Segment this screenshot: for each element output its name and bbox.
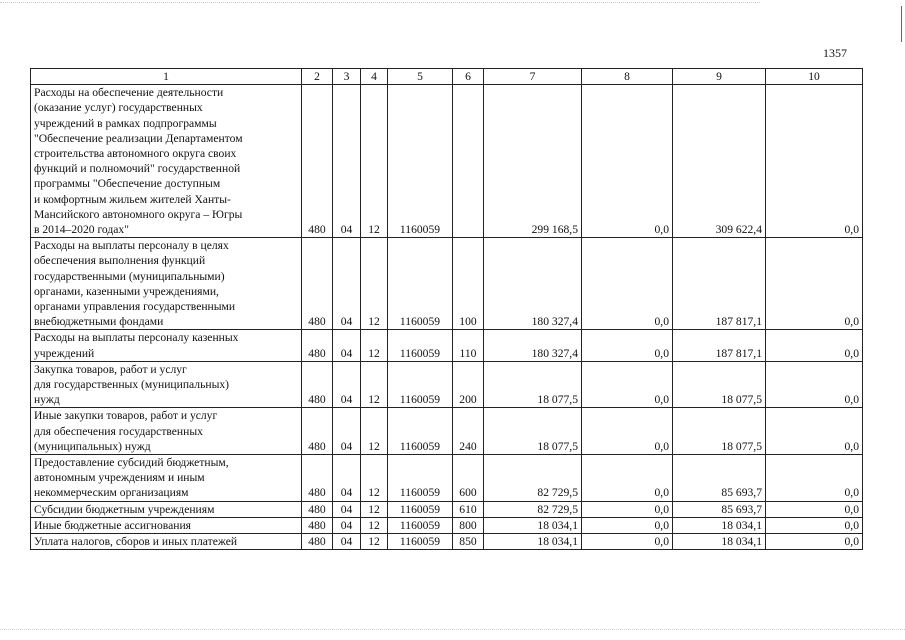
table-row [31, 330, 863, 361]
scan-artifact-bottom [0, 629, 905, 631]
cell-target-article: 1160059 [388, 501, 453, 517]
column-header: 8 [582, 69, 673, 85]
cell-amount: 0,0 [582, 361, 673, 408]
column-header: 9 [673, 69, 766, 85]
cell-ministry-code: 480 [302, 455, 333, 502]
cell-amount: 18 077,5 [484, 408, 582, 455]
cell-subsection: 12 [361, 85, 388, 238]
cell-target-article: 1160059 [388, 455, 453, 502]
cell-amount: 180 327,4 [484, 330, 582, 361]
column-header: 4 [361, 69, 388, 85]
table-row [31, 408, 863, 455]
cell-subsection: 12 [361, 238, 388, 330]
cell-target-article: 1160059 [388, 330, 453, 361]
cell-expense-type: 850 [453, 534, 484, 550]
cell-subsection: 12 [361, 517, 388, 533]
cell-section: 04 [333, 238, 361, 330]
cell-subsection: 12 [361, 534, 388, 550]
cell-expense-type: 200 [453, 361, 484, 408]
table-row [31, 361, 863, 408]
scan-edge-line [901, 6, 902, 42]
cell-amount: 18 034,1 [673, 517, 766, 533]
cell-expense-type: 610 [453, 501, 484, 517]
cell-amount: 0,0 [766, 361, 863, 408]
cell-expense-type: 240 [453, 408, 484, 455]
table-row [31, 517, 863, 533]
cell-ministry-code: 480 [302, 517, 333, 533]
column-header: 3 [333, 69, 361, 85]
cell-amount: 0,0 [766, 517, 863, 533]
cell-ministry-code: 480 [302, 330, 333, 361]
expense-description: Расходы на выплаты персоналу в целях обеспечения выполнения функций государственными (муниципальными) органами, казенными учреждениями, органами управления государственными внебюджетными фондами [31, 238, 302, 330]
cell-expense-type: 600 [453, 455, 484, 502]
column-header: 1 [31, 69, 302, 85]
expense-description: Закупка товаров, работ и услуг для государственных (муниципальных) нужд [31, 361, 302, 408]
cell-amount: 18 077,5 [673, 361, 766, 408]
cell-target-article: 1160059 [388, 517, 453, 533]
cell-amount: 0,0 [582, 501, 673, 517]
cell-expense-type: 100 [453, 238, 484, 330]
cell-amount: 299 168,5 [484, 85, 582, 238]
cell-amount: 18 077,5 [673, 408, 766, 455]
cell-amount: 85 693,7 [673, 501, 766, 517]
cell-expense-type: 110 [453, 330, 484, 361]
cell-subsection: 12 [361, 501, 388, 517]
expense-description: Расходы на выплаты персоналу казенных учреждений [31, 330, 302, 361]
cell-amount: 0,0 [582, 455, 673, 502]
cell-expense-type: 800 [453, 517, 484, 533]
cell-section: 04 [333, 517, 361, 533]
cell-amount: 0,0 [582, 330, 673, 361]
cell-target-article: 1160059 [388, 361, 453, 408]
cell-target-article: 1160059 [388, 408, 453, 455]
cell-subsection: 12 [361, 361, 388, 408]
cell-amount: 0,0 [766, 238, 863, 330]
cell-amount: 187 817,1 [673, 238, 766, 330]
page-number: 1357 [823, 46, 847, 60]
cell-amount: 82 729,5 [484, 455, 582, 502]
cell-section: 04 [333, 534, 361, 550]
cell-amount: 18 034,1 [484, 517, 582, 533]
cell-subsection: 12 [361, 455, 388, 502]
cell-amount: 0,0 [766, 501, 863, 517]
cell-target-article: 1160059 [388, 534, 453, 550]
table-row [31, 534, 863, 550]
cell-subsection: 12 [361, 330, 388, 361]
cell-target-article: 1160059 [388, 85, 453, 238]
expense-description: Субсидии бюджетным учреждениям [31, 501, 302, 517]
cell-amount: 0,0 [582, 238, 673, 330]
cell-amount: 0,0 [582, 408, 673, 455]
cell-amount: 82 729,5 [484, 501, 582, 517]
cell-section: 04 [333, 361, 361, 408]
expense-description: Расходы на обеспечение деятельности (оказание услуг) государственных учреждений в рамках подпрограммы "Обеспечение реализации Департаментом строительства автономного округа своих функций и полномочий" государственной программы "Обеспечение доступным и комфортным жильем жителей Ханты- Мансийского автономного округа – Югры в 2014–2020 годах" [31, 85, 302, 238]
cell-amount: 0,0 [766, 408, 863, 455]
column-header: 2 [302, 69, 333, 85]
cell-amount: 0,0 [766, 534, 863, 550]
cell-section: 04 [333, 85, 361, 238]
cell-amount: 18 034,1 [673, 534, 766, 550]
cell-amount: 18 034,1 [484, 534, 582, 550]
cell-amount: 0,0 [766, 85, 863, 238]
expense-description: Иные закупки товаров, работ и услуг для обеспечения государственных (муниципальных) нужд [31, 408, 302, 455]
cell-expense-type [453, 85, 484, 238]
cell-section: 04 [333, 330, 361, 361]
table-row [31, 238, 863, 330]
cell-amount: 85 693,7 [673, 455, 766, 502]
table-header-row [31, 69, 863, 85]
column-header: 5 [388, 69, 453, 85]
cell-ministry-code: 480 [302, 85, 333, 238]
cell-ministry-code: 480 [302, 238, 333, 330]
cell-section: 04 [333, 501, 361, 517]
cell-ministry-code: 480 [302, 408, 333, 455]
cell-subsection: 12 [361, 408, 388, 455]
budget-table [30, 68, 863, 550]
cell-amount: 180 327,4 [484, 238, 582, 330]
cell-amount: 309 622,4 [673, 85, 766, 238]
cell-ministry-code: 480 [302, 534, 333, 550]
cell-ministry-code: 480 [302, 361, 333, 408]
cell-amount: 187 817,1 [673, 330, 766, 361]
cell-amount: 0,0 [766, 330, 863, 361]
expense-description: Иные бюджетные ассигнования [31, 517, 302, 533]
cell-ministry-code: 480 [302, 501, 333, 517]
table-row [31, 501, 863, 517]
expense-description: Предоставление субсидий бюджетным, автономным учреждениям и иным некоммерческим организациям [31, 455, 302, 502]
table-row [31, 85, 863, 238]
table-row [31, 455, 863, 502]
cell-amount: 18 077,5 [484, 361, 582, 408]
scan-artifact-top [0, 2, 760, 4]
cell-amount: 0,0 [766, 455, 863, 502]
cell-amount: 0,0 [582, 85, 673, 238]
cell-section: 04 [333, 408, 361, 455]
cell-amount: 0,0 [582, 534, 673, 550]
cell-target-article: 1160059 [388, 238, 453, 330]
column-header: 7 [484, 69, 582, 85]
column-header: 6 [453, 69, 484, 85]
expense-description: Уплата налогов, сборов и иных платежей [31, 534, 302, 550]
column-header: 10 [766, 69, 863, 85]
cell-section: 04 [333, 455, 361, 502]
cell-amount: 0,0 [582, 517, 673, 533]
